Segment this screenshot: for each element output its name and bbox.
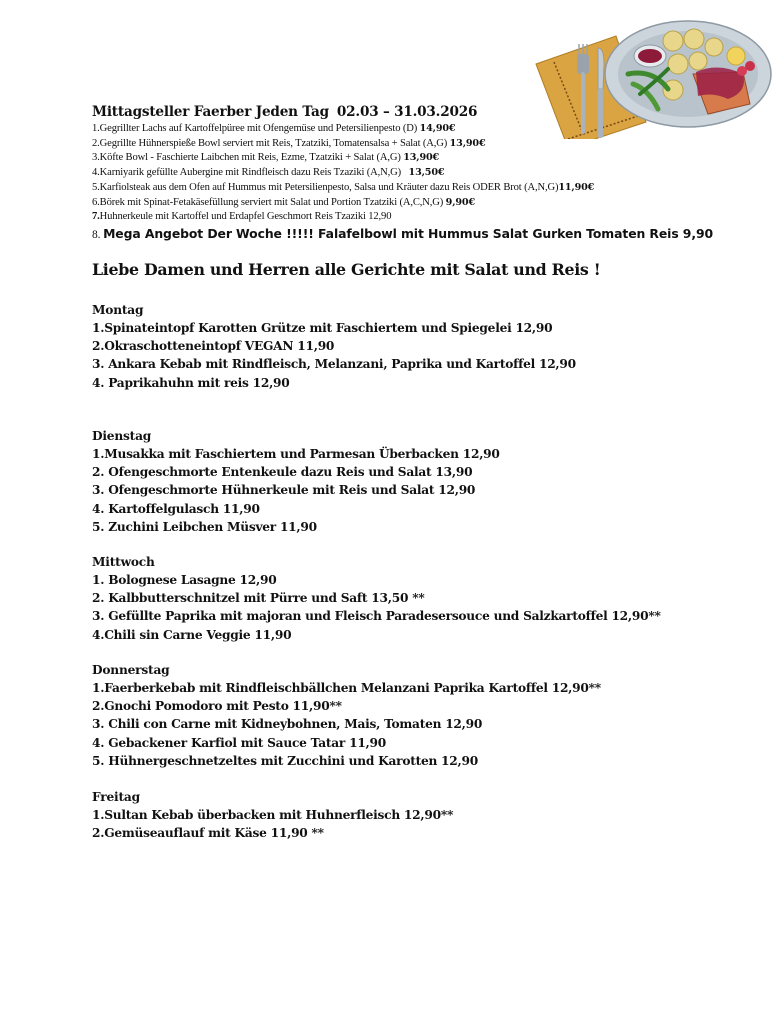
item-number: 2. xyxy=(92,137,100,149)
special-item xyxy=(92,137,772,152)
item-number: 4. xyxy=(92,167,100,179)
item-number: 5. xyxy=(92,181,100,193)
day-section-freitag xyxy=(92,788,752,842)
sauce-bowl-icon xyxy=(634,45,666,67)
item-number: 7. xyxy=(92,211,100,223)
menu-item: 4.Chili sin Carne Veggie 11,90 xyxy=(92,627,292,642)
item-description: Gegrillter Lachs auf Kartoffelpüree mit Ofengemüse und Petersilienpesto (D) xyxy=(99,123,420,134)
item-description: Börek mit Spinat-Fetakäsefüllung serviert mit Salat und Portion Tzatziki (A,C,N,G) xyxy=(99,196,446,208)
special-item xyxy=(92,166,772,181)
day-heading: Montag xyxy=(92,303,144,317)
item-description: Gegrillte Hühnerspieße Bowl serviert mit Reis, Tzatziki, Tomatensalsa + Salat (A,G) xyxy=(99,137,450,149)
menu-item: 1. Bolognese Lasagne 12,90 xyxy=(92,573,277,587)
special-item xyxy=(92,210,772,225)
special-title-text: Mittagsteller Faerber Jeden Tag xyxy=(92,104,329,120)
item-number: 8. xyxy=(92,228,104,241)
item-description: Huhnerkeule mit Kartoffel und Erdapfel Geschmort Reis Tzaziki 12,90 xyxy=(99,211,392,223)
menu-item: 3. Chili con Carne mit Kidneybohnen, Mais, Tomaten 12,90 xyxy=(92,717,483,732)
menu-item: 5. Hühnergeschnetzeltes mit Zucchini und Karotten 12,90 xyxy=(92,753,478,768)
menu-item: 4. Gebackener Karfiol mit Sauce Tatar 11,90 xyxy=(92,735,387,750)
item-number: 3. xyxy=(92,152,100,164)
day-section-montag xyxy=(92,301,752,392)
menu-item: 5. Zuchini Leibchen Müsver 11,90 xyxy=(92,519,317,534)
special-item xyxy=(92,196,772,211)
day-heading: Mittwoch xyxy=(92,555,155,569)
item-price: 11,90€ xyxy=(558,181,595,193)
special-date-range: 02.03 – 31.03.2026 xyxy=(336,104,478,120)
mega-offer-item xyxy=(92,225,772,244)
item-price: 13,90€ xyxy=(449,137,486,149)
menu-item: 3. Gefüllte Paprika mit majoran und Fleisch Paradesersouce und Salzkartoffel 12,90** xyxy=(92,609,661,624)
day-heading: Donnerstag xyxy=(92,663,170,677)
menu-item: 1.Musakka mit Faschiertem und Parmesan Überbacken 12,90 xyxy=(92,447,500,461)
menu-item: 2.Gnochi Pomodoro mit Pesto 11,90** xyxy=(92,699,342,714)
day-section-mittwoch xyxy=(92,553,752,644)
day-heading: Dienstag xyxy=(92,429,152,443)
menu-item: 3. Ofengeschmorte Hühnerkeule mit Reis und Salat 12,90 xyxy=(92,483,476,498)
special-item xyxy=(92,122,772,137)
daily-special-section xyxy=(92,104,772,244)
salad-rice-notice: Liebe Damen und Herren alle Gerichte mit Salat und Reis ! xyxy=(92,260,601,279)
menu-item: 2. Ofengeschmorte Entenkeule dazu Reis und Salat 13,90 xyxy=(92,465,473,480)
day-section-donnerstag xyxy=(92,661,752,770)
item-price: 13,50€ xyxy=(408,167,445,179)
special-item xyxy=(92,151,772,166)
day-section-dienstag xyxy=(92,427,752,536)
menu-item: 2.Gemüseauflauf mit Käse 11,90 ** xyxy=(92,826,324,841)
special-title xyxy=(92,104,772,121)
item-price: 14,90€ xyxy=(419,123,456,134)
menu-item: 4. Kartoffelgulasch 11,90 xyxy=(92,501,260,516)
menu-item: 3. Ankara Kebab mit Rindfleisch, Melanzani, Paprika und Kartoffel 12,90 xyxy=(92,357,576,372)
menu-item: 2. Kalbbutterschnitzel mit Pürre und Saft 13,50 ** xyxy=(92,591,425,606)
menu-item: 2.Okraschotteneintopf VEGAN 11,90 xyxy=(92,339,335,354)
item-description: Karniyarik gefüllte Aubergine mit Rindfleisch dazu Reis Tzaziki (A,N,G) xyxy=(99,167,409,179)
item-description: Karfiolsteak aus dem Ofen auf Hummus mit Petersilienpesto, Salsa und Kräuter dazu Reis ODER Brot (A,N,G) xyxy=(99,181,559,193)
item-number: 1. xyxy=(92,123,100,134)
menu-item: 4. Paprikahuhn mit reis 12,90 xyxy=(92,375,290,390)
item-price: 9,90€ xyxy=(445,196,475,208)
special-item xyxy=(92,181,772,196)
menu-item: 1.Faerberkebab mit Rindfleischbällchen Melanzani Paprika Kartoffel 12,90** xyxy=(92,681,601,695)
menu-item: 1.Spinateintopf Karotten Grütze mit Faschiertem und Spiegelei 12,90 xyxy=(92,321,553,335)
day-heading: Freitag xyxy=(92,790,140,804)
item-description: Köfte Bowl - Faschierte Laibchen mit Reis, Ezme, Tzatziki + Salat (A,G) xyxy=(99,152,404,164)
item-price: 13,90€ xyxy=(403,152,440,164)
mega-offer-text: Mega Angebot Der Woche !!!!! Falafelbowl mit Hummus Salat Gurken Tomaten Reis 9,90 xyxy=(103,225,713,241)
menu-item: 1.Sultan Kebab überbacken mit Huhnerfleisch 12,90** xyxy=(92,808,454,822)
item-number: 6. xyxy=(92,196,100,208)
